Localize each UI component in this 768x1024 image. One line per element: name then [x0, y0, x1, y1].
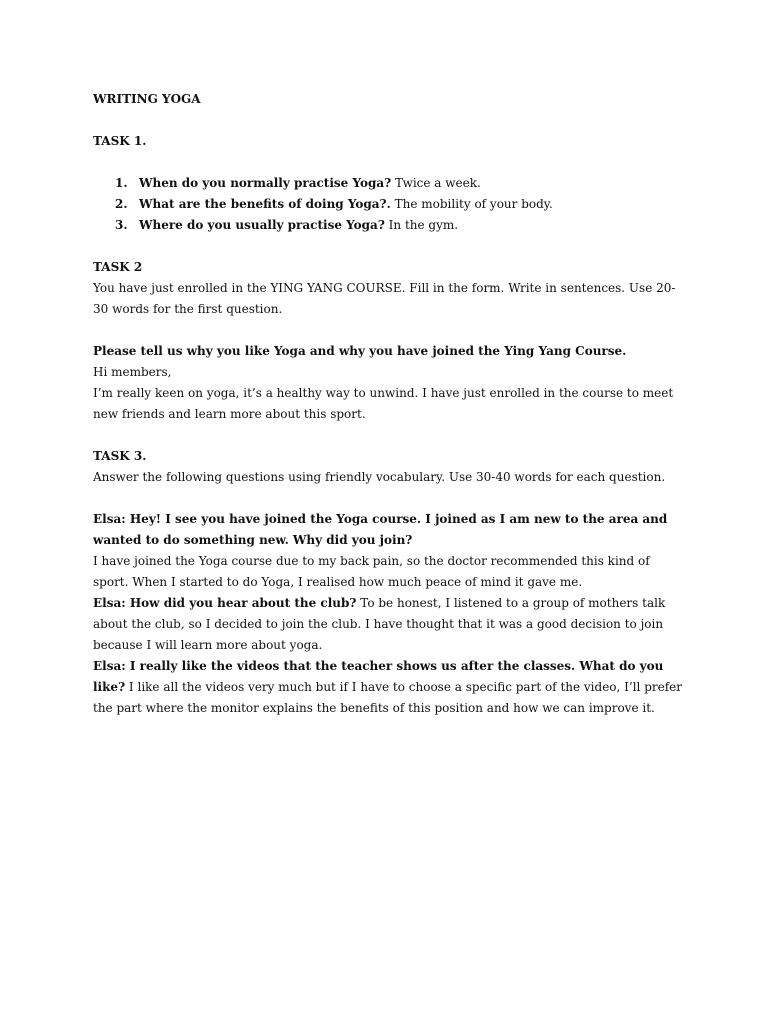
task1-answer: The mobility of your body. [390, 197, 553, 211]
task3-answer-1: I have joined the Yoga course due to my back pain, so the doctor recommended this kind of sport. When I started to do Yoga, I realised how much peace of mind it gave me. [93, 554, 650, 589]
task1-item [93, 173, 683, 194]
list-number: 2. [115, 197, 128, 211]
task1-question: What are the benefits of doing Yoga?. [139, 197, 391, 211]
task1-heading: TASK 1. [93, 134, 147, 148]
task3-heading: TASK 3. [93, 449, 147, 463]
task3-block-3 [93, 656, 683, 719]
document-title: WRITING YOGA [93, 92, 201, 106]
task3-answer-2: To be honest, I listened to a group of mothers talk about the club, so I decided to join the club. I have thought that it was a good decision to join because I will learn more about yoga. [93, 596, 666, 652]
task1-list [93, 173, 683, 236]
task3-instructions: Answer the following questions using friendly vocabulary. Use 30-40 words for each question. [93, 470, 666, 484]
task1-question: When do you normally practise Yoga? [139, 176, 392, 190]
list-number: 3. [115, 218, 128, 232]
spacer [93, 425, 683, 446]
task2-response: I’m really keen on yoga, it’s a healthy way to unwind. I have just enrolled in the course to meet new friends and learn more about this sport. [93, 386, 674, 421]
task2-prompt: Please tell us why you like Yoga and why you have joined the Ying Yang Course. [93, 344, 627, 358]
task1-item [93, 215, 683, 236]
spacer [93, 320, 683, 341]
task2-instructions: You have just enrolled in the YING YANG COURSE. Fill in the form. Write in sentences. Use 20-30 words for the first question. [93, 281, 676, 316]
task3-question-3: Elsa: I really like the videos that the teacher shows us after the classes. What do you like? [93, 659, 664, 694]
list-number: 1. [115, 176, 128, 190]
task1-item [93, 194, 683, 215]
spacer [93, 488, 683, 509]
task1-question: Where do you usually practise Yoga? [139, 218, 385, 232]
task3-question-2: Elsa: How did you hear about the club? [93, 596, 357, 610]
task3-answer-3: I like all the videos very much but if I have to choose a specific part of the video, I’ll prefer the part where the monitor explains the benefits of this position and how we can improve it. [93, 680, 683, 715]
document-page [93, 89, 683, 719]
task2-greeting: Hi members, [93, 365, 172, 379]
task2-heading: TASK 2 [93, 260, 143, 274]
spacer [93, 236, 683, 257]
task3-question-1: Elsa: Hey! I see you have joined the Yoga course. I joined as I am new to the area and wanted to do something new. Why did you join? [93, 512, 668, 547]
task1-answer: Twice a week. [391, 176, 481, 190]
spacer [93, 152, 683, 173]
task1-answer: In the gym. [384, 218, 459, 232]
task3-block-2 [93, 593, 683, 656]
spacer [93, 110, 683, 131]
